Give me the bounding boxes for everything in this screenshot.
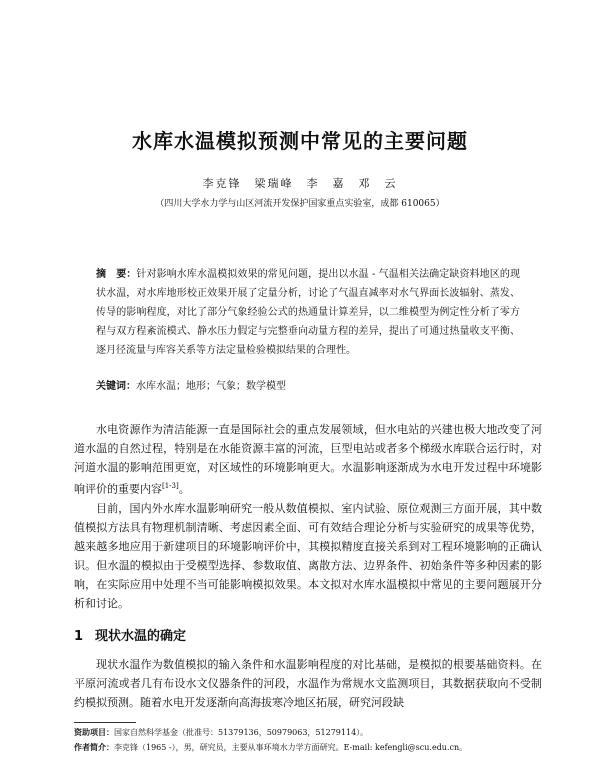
footnote-divider [74, 722, 136, 723]
paper-authors: 李克锋 梁瑞峰 李 嘉 邓 云 [202, 177, 398, 190]
section-heading [74, 625, 186, 644]
abstract-text: 针对影响水库水温模拟效果的常见问题，提出以水温 - 气温相关法确定缺资料地区的现状水温，对水库地形校正效果开展了定量分析，讨论了气温直减率对水气界面长波辐射、蒸发、传导的影响程度，对比了部分气象经验公式的热通量计算差异，以二维模型为例定性分析了零方程与双方程紊流模式、静水压力假定与完整垂向动量方程的差异，提出了可通过热量收支平衡、逐月径流量与库容关系等方法定量检验模拟结果的合理性。 [96, 269, 520, 356]
paragraph-3: 现状水温作为数值模拟的输入条件和水温影响程度的对比基础，是模拟的根要基础资料。在平原河流或者几有布设水文仪器条件的河段，水温作为常规水文监测项目，其数据获取向不受制约模拟预测。随着水电开发逐渐向高海拔寒冷地区拓展，研究河段缺 [74, 658, 542, 709]
abstract [96, 265, 520, 360]
paper-title: 水库水温模拟预测中常见的主要问题 [132, 129, 468, 153]
footnote-funding-text: 国家自然科学基金（批准号：51379136，50979063，51279114）。 [114, 728, 369, 737]
footnote-funding [74, 727, 544, 738]
citation-ref: [1-3] [162, 482, 179, 490]
paragraph-2: 目前，国内外水库水温影响研究一般从数值模拟、室内试验、原位观测三方面开展，其中数值模拟方法具有物理机制清晰、考虑因素全面、可有效结合理论分析与实验研究的成果等优势，越来越多地应用于新建项目的环境影响评价中，其模拟精度直接关系到对工程环境影响的正确认识。但水温的模拟由于受模型选择、参数取值、离散方法、边界条件、初始条件等多种因素的影响，在实际应用中处理不当可能影响模拟效果。本文拟对水库水温模拟中常见的主要问题展开分析和讨论。 [74, 501, 542, 610]
footnote-author-text: 李克锋（1965 -），男，研究员，主要从事环境水力学方面研究。E-mail: kefengli@scu.edu.cn。 [114, 743, 468, 752]
section-title: 现状水温的确定 [95, 629, 187, 644]
introduction [74, 420, 542, 613]
abstract-label: 摘 要： [96, 269, 137, 280]
keywords [96, 377, 520, 392]
section-number: 1 [74, 629, 84, 644]
keywords-text: 水库水温；地形；气象；数学模型 [136, 381, 286, 392]
footnote-author-label: 作者简介： [74, 742, 114, 752]
footnote-author [74, 742, 544, 753]
keywords-label: 关键词： [96, 381, 136, 392]
footnote-funding-label: 资助项目： [74, 727, 114, 737]
section-1-body [74, 655, 542, 712]
paragraph-1-text: 水电资源作为清洁能源一直是国际社会的重点发展领域，但水电站的兴建也极大地改变了河道水温的自然过程，特别是在水能资源丰富的河流，巨型电站或者多个梯级水库联合运行时，对河道水温的影响范围更宽，对区域性的环境影响更大。水温影响逐渐成为水电开发过程中环境影响评价的重要内容 [74, 423, 542, 496]
paper-affiliation: （四川大学水力学与山区河流开发保护国家重点实验室，成都 610065） [155, 199, 445, 209]
paragraph-1-end: 。 [178, 482, 190, 496]
paragraph-1 [74, 420, 542, 499]
